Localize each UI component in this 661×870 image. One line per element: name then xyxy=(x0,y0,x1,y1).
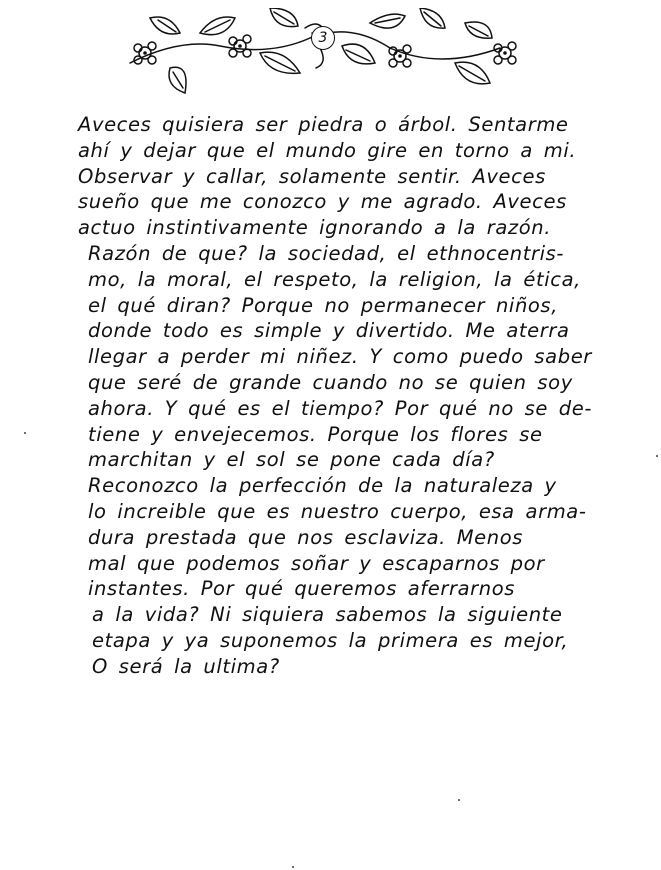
page-number: 3 xyxy=(311,26,335,50)
text-line: ahí y dejar que el mundo gire en torno a mi. xyxy=(78,138,577,162)
text-line: O será la ultima? xyxy=(92,654,280,678)
text-line: ahora. Y qué es el tiempo? Por qué no se de- xyxy=(88,396,593,420)
text-line: a la vida? Ni siquiera sabemos la siguiente xyxy=(92,603,563,627)
text-line: el qué diran? Porque no permanecer niños, xyxy=(88,293,558,317)
text-line: Razón de que? la sociedad, el ethnocentris- xyxy=(88,241,565,265)
text-line: Observar y callar, solamente sentir. Aveces xyxy=(78,164,546,188)
paper-speck xyxy=(292,866,294,868)
text-line: marchitan y el sol se pone cada día? xyxy=(88,448,495,472)
paper-speck xyxy=(458,799,460,801)
text-line: mo, la moral, el respeto, la religion, la ética, xyxy=(88,267,581,291)
text-line: que seré de grande cuando no se quien soy xyxy=(88,370,573,394)
text-line: donde todo es simple y divertido. Me aterra xyxy=(88,319,570,343)
text-line: Aveces quisiera ser piedra o árbol. Sentarme xyxy=(78,113,569,136)
text-line: lo increible que es nuestro cuerpo, esa arma- xyxy=(88,499,587,523)
text-line: instantes. Por qué queremos aferrarnos xyxy=(88,577,516,601)
paper-speck xyxy=(24,432,26,434)
handwritten-text-block xyxy=(78,112,623,680)
text-line: Reconozco la perfección de la naturaleza y xyxy=(88,474,557,498)
paper-speck xyxy=(656,455,658,457)
floral-vine-icon xyxy=(120,8,520,98)
text-line: etapa y ya suponemos la primera es mejor, xyxy=(92,628,569,652)
text-line: llegar a perder mi niñez. Y como puedo saber xyxy=(88,345,592,369)
text-line: tiene y envejecemos. Porque los flores se xyxy=(88,422,543,446)
text-line: sueño que me conozco y me agrado. Aveces xyxy=(78,190,567,214)
text-line: dura prestada que nos esclaviza. Menos xyxy=(88,525,524,549)
text-line: actuo instintivamente ignorando a la razón. xyxy=(78,216,552,240)
text-line: mal que podemos soñar y escaparnos por xyxy=(88,551,545,575)
